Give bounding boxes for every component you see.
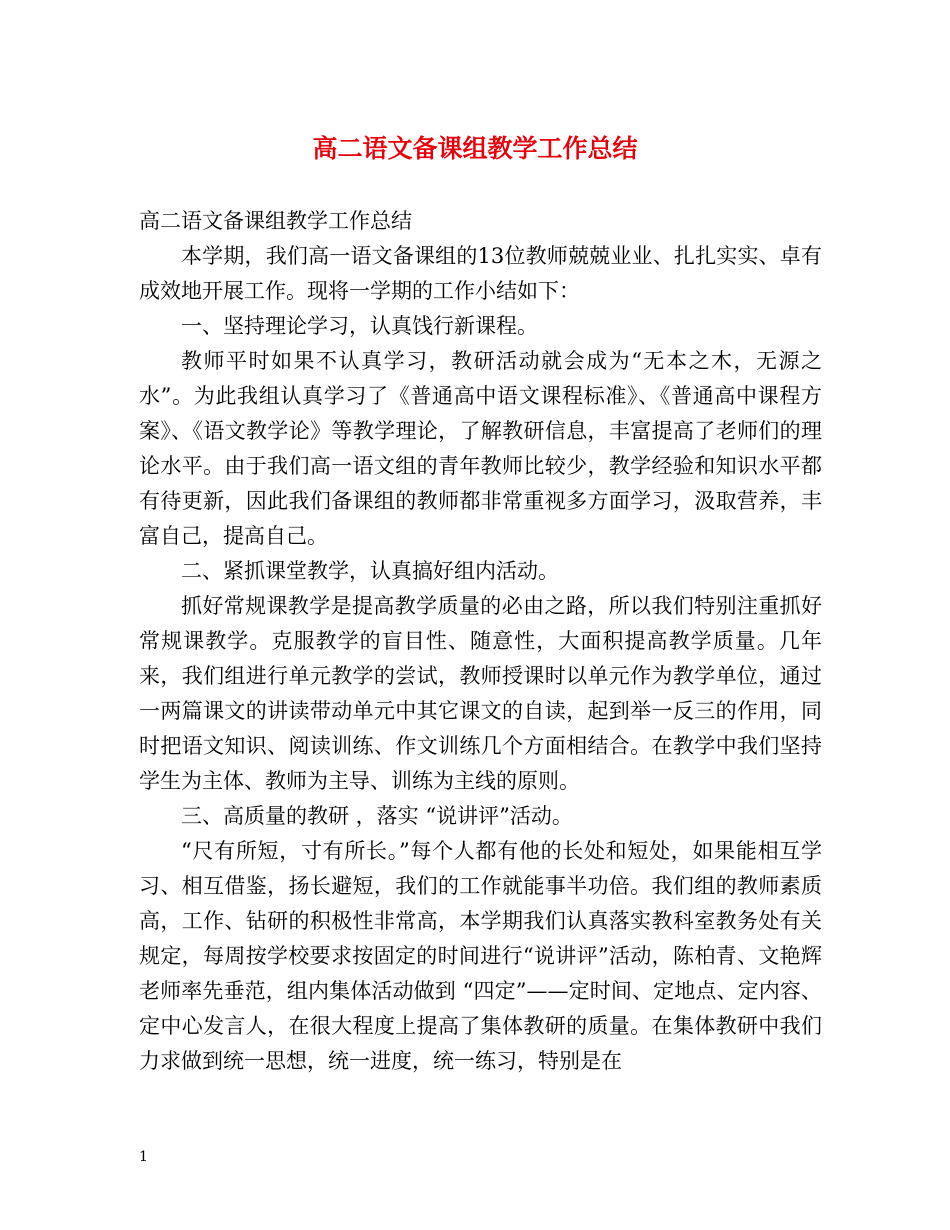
paragraph-classroom-teaching: 抓好常规课教学是提高教学质量的必由之路，所以我们特别注重抓好常规课教学。克服教学的盲目性、随意性，大面积提高教学质量。几年来，我们组进行单元教学的尝试，教师授课时以单元作为教学单位，通过一两篇课文的讲读带动单元中其它课文的自读，起到举一反三的作用，同时把语文知识、阅读训练、作文训练几个方面相结合。在教学中我们坚持学生为主体、教师为主导、训练为主线的原则。 [139, 594, 822, 793]
paragraph-teaching-research: “尺有所短，寸有所长。”每个人都有他的长处和短处，如果能相互学习、相互借鉴，扬长避短，我们的工作就能事半功倍。我们组的教师素质高，工作、钻研的积极性非常高，本学期我们认真落实教科室教务处有关规定，每周按学校要求按固定的时间进行“说讲评”活动，陈柏青、文艳辉老师率先垂范，组内集体活动做到 “四定”——定时间、定地点、定内容、定中心发言人，在很大程度上提高了集体教研的质量。在集体教研中我们力求做到统一思想，统一进度，统一练习，特别是在 [139, 839, 822, 1073]
document-body [139, 204, 822, 1079]
page-number: 1 [139, 1149, 148, 1165]
section-heading-1: 一、坚持理论学习，认真饯行新课程。 [181, 314, 538, 338]
section-heading-2: 二、紧抓课堂教学，认真搞好组内活动。 [181, 559, 559, 583]
section-heading-3: 三、高质量的教研 ，落实 “说讲评”活动。 [181, 804, 573, 828]
paragraph-theory-study: 教师平时如果不认真学习，教研活动就会成为“无本之木，无源之水”。为此我组认真学习了《普通高中语文课程标准》、《普通高中课程方案》、《语文教学论》等教学理论，了解教研信息，丰富提高了老师们的理论水平。由于我们高一语文组的青年教师比较少，教学经验和知识水平都有待更新，因此我们备课组的教师都非常重视多方面学习，汲取营养，丰富自己，提高自己。 [139, 349, 822, 548]
document-title: 高二语文备课组教学工作总结 [312, 134, 638, 163]
document-subtitle: 高二语文备课组教学工作总结 [139, 209, 412, 233]
paragraph-intro: 本学期，我们高一语文备课组的13位教师兢兢业业、扎扎实实、卓有成效地开展工作。现将一学期的工作小结如下： [139, 244, 822, 303]
